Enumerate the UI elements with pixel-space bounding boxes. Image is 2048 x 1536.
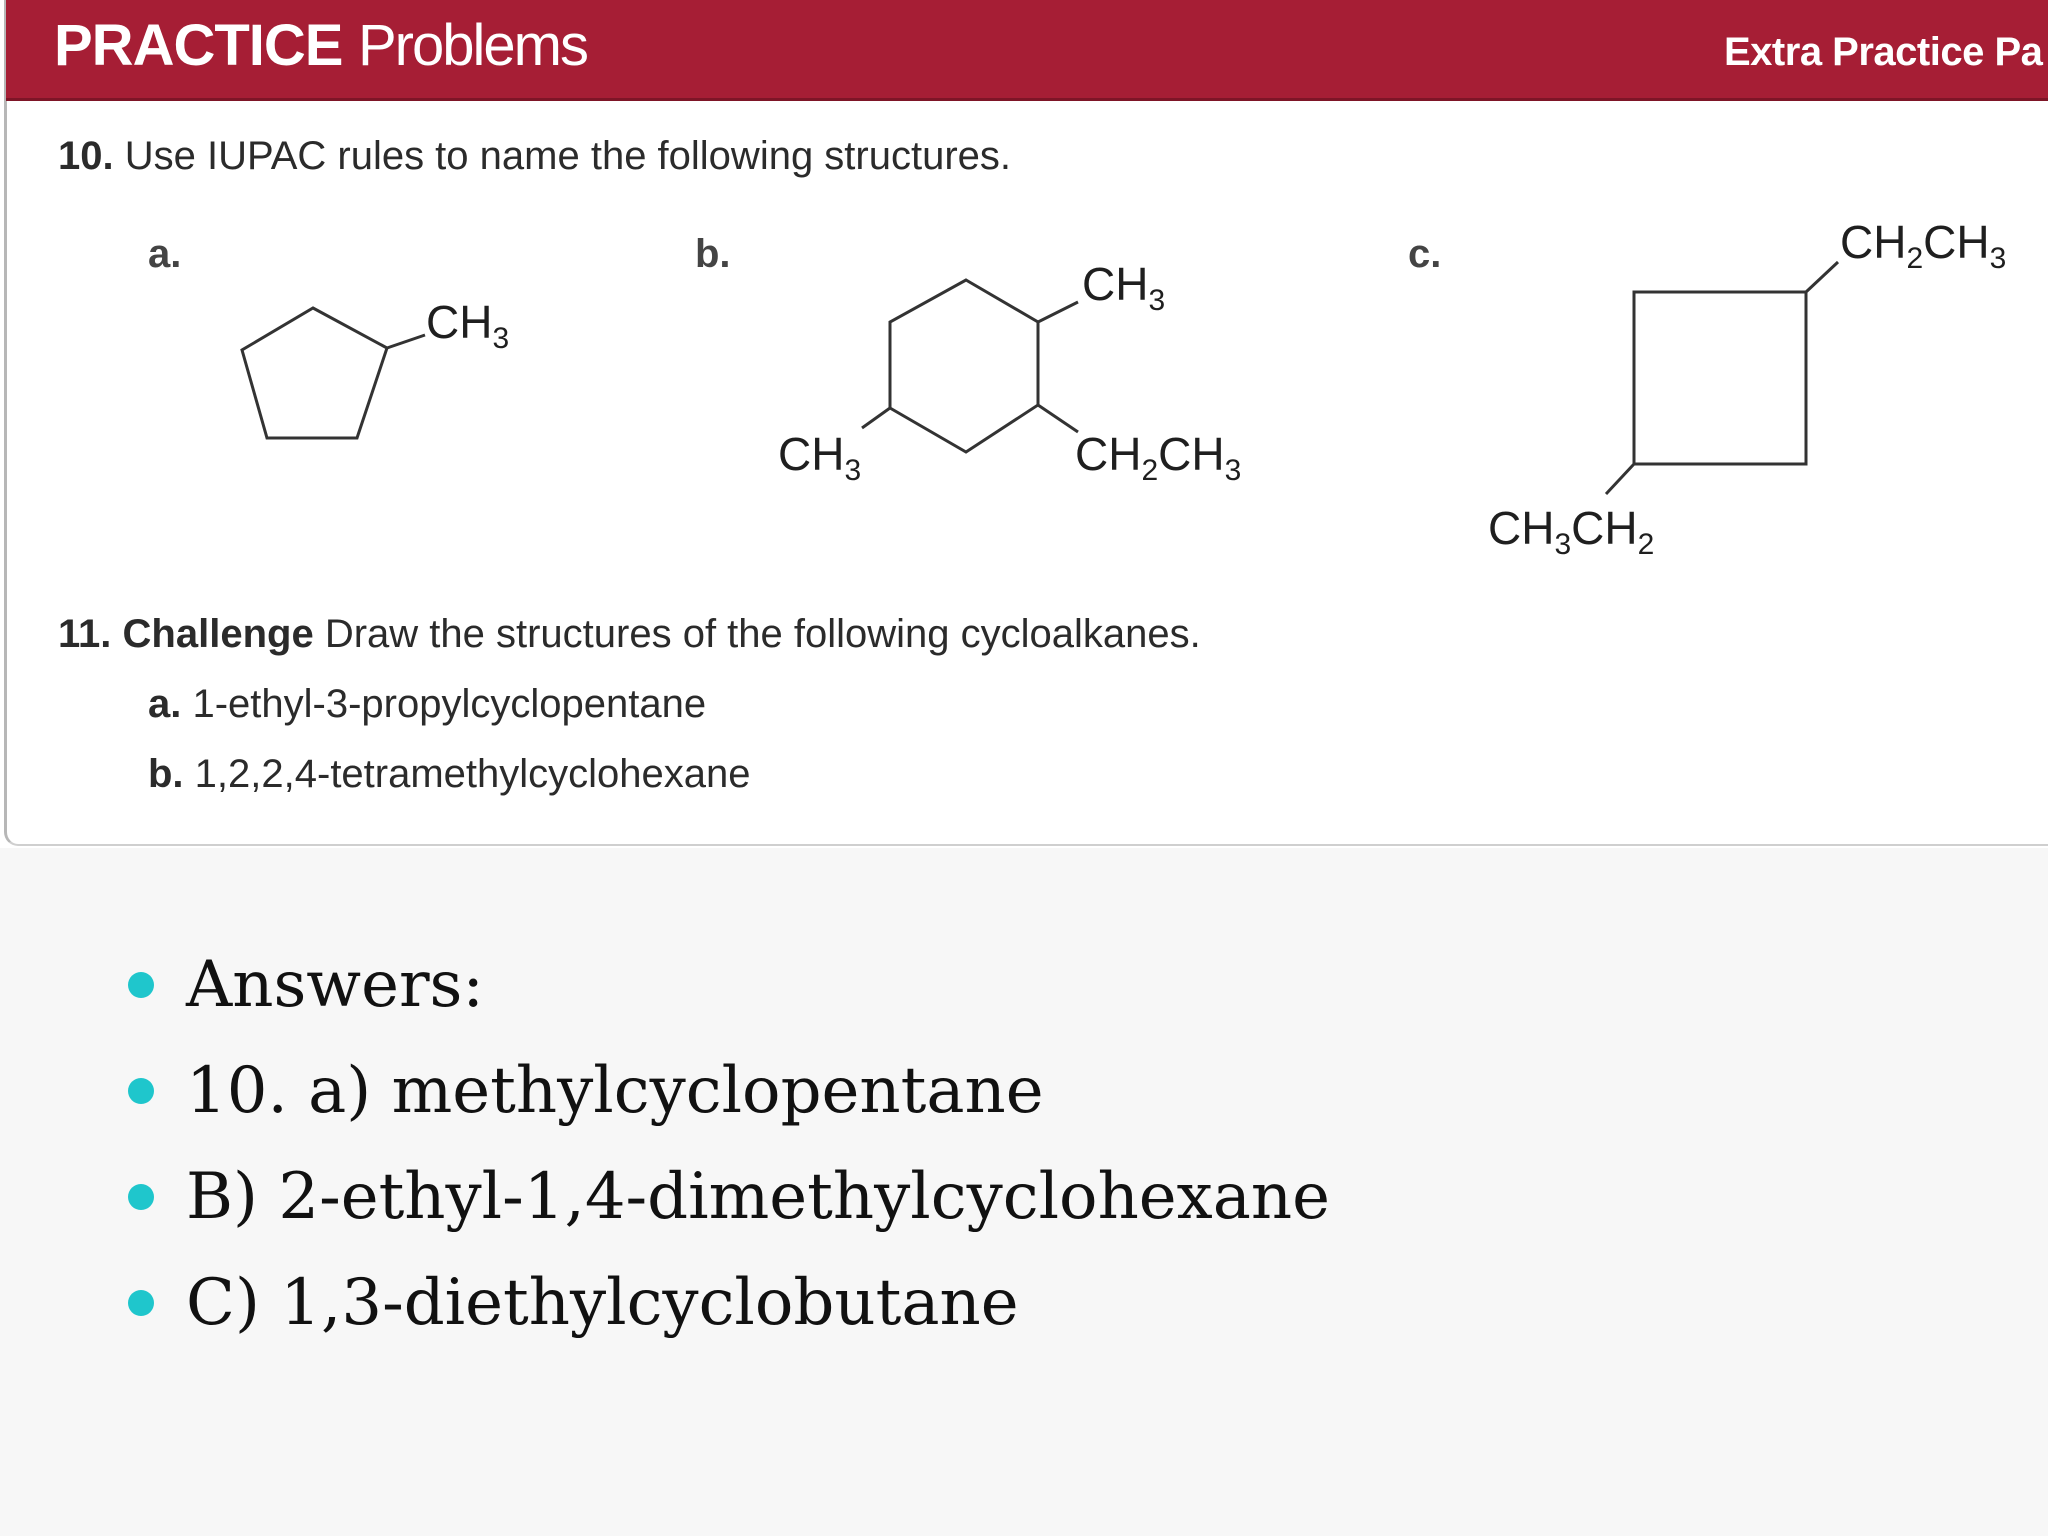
question-11-number: 11. — [58, 612, 112, 656]
item-a-text: 1-ethyl-3-propylcyclopentane — [192, 682, 707, 726]
structure-a-ch3-label: $CH_3$ — [426, 296, 510, 355]
part-a-label: a. — [148, 232, 182, 276]
item-a-label: a. — [148, 682, 182, 726]
answer-item — [128, 1147, 1330, 1253]
question-11-item-b — [148, 752, 751, 797]
structure-b-left-ch3-label: $CH_3$ — [778, 428, 862, 487]
question-11-text: Draw the structures of the following cycloalkanes. — [324, 612, 1201, 656]
bullet-icon — [128, 972, 154, 998]
extra-practice-label: Extra Practice Pa — [1724, 30, 2043, 74]
top-ethyl-bond — [1806, 262, 1838, 292]
structure-b-ethyl-label: $CH_2CH_3$ — [1075, 428, 1242, 487]
question-10-text: Use IUPAC rules to name the following structures. — [124, 134, 1012, 178]
answer-item — [128, 935, 1330, 1041]
bullet-icon — [128, 1078, 154, 1104]
answers-list — [128, 935, 1330, 1359]
question-11-challenge: Challenge — [122, 612, 314, 656]
part-b-label: b. — [695, 232, 731, 276]
answers-heading: Answers: — [186, 948, 484, 1022]
structure-c-top-label: $CH_2CH_3$ — [1840, 216, 2007, 275]
answer-10a: 10. a) methylcyclopentane — [186, 1054, 1044, 1128]
structure-b-top-ch3-label: $CH_3$ — [1082, 258, 1166, 317]
answer-item — [128, 1041, 1330, 1147]
answer-10b: B) 2-ethyl-1,4-dimethylcyclohexane — [186, 1160, 1330, 1234]
bullet-icon — [128, 1184, 154, 1210]
item-b-label: b. — [148, 752, 184, 796]
answer-10c: C) 1,3-diethylcyclobutane — [186, 1266, 1019, 1340]
bullet-icon — [128, 1290, 154, 1316]
bottom-ethyl-bond — [1606, 464, 1634, 494]
question-11 — [58, 612, 1201, 657]
banner-title-light: Problems — [358, 13, 587, 78]
part-c-label: c. — [1408, 232, 1442, 276]
item-b-text: 1,2,2,4-tetramethylcyclohexane — [194, 752, 751, 796]
question-10-number: 10. — [58, 134, 114, 178]
answer-item — [128, 1253, 1330, 1359]
structure-c-bottom-label: $CH_3CH_2$ — [1488, 502, 1655, 561]
banner-title-bold: PRACTICE — [54, 13, 343, 78]
cyclobutane-ring — [1634, 292, 1806, 464]
question-11-item-a — [148, 682, 706, 727]
